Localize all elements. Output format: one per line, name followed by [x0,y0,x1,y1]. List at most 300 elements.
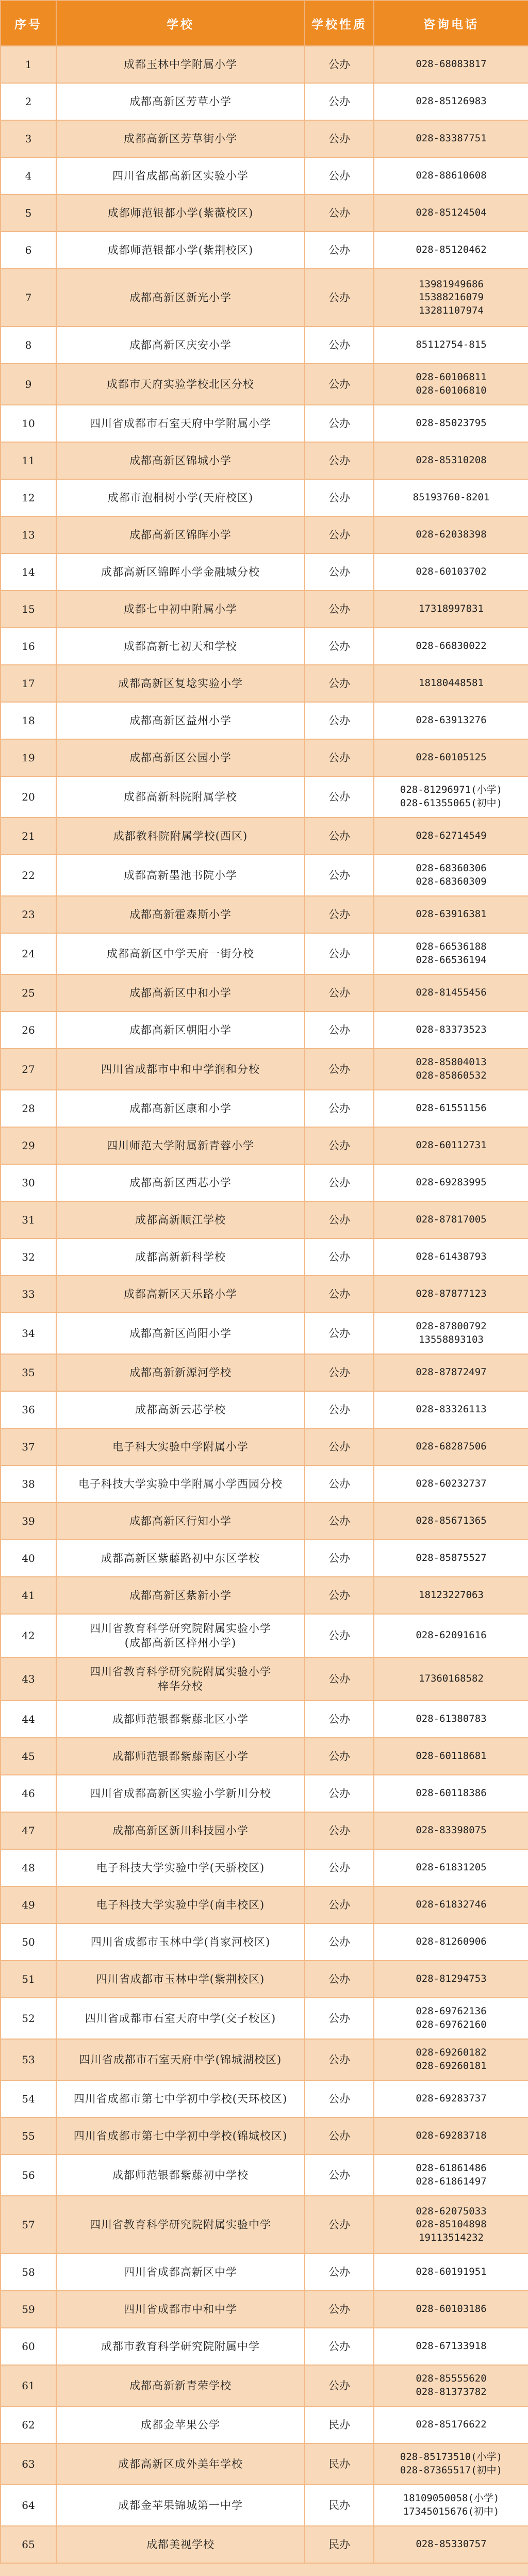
table-row [1,1503,528,1540]
school-type-cell: 公办 [305,1812,374,1849]
phone-cell: 028-60118386 [374,1775,528,1812]
row-number-cell: 8 [1,327,56,364]
table-row [1,1849,528,1886]
school-name-cell: 成都教科院附属学校(西区) [56,818,305,855]
table-row [1,553,528,591]
school-type-cell: 公办 [305,1849,374,1886]
table-row [1,327,528,364]
school-name-cell: 成都高新区锦晖小学金融城分校 [56,553,305,591]
row-number-cell: 56 [1,2155,56,2196]
table-row [1,2526,528,2563]
header-phone: 咨询电话 [374,1,528,46]
school-name-cell: 成都高新区新川科技园小学 [56,1812,305,1849]
phone-cell: 028-69260182 028-69260181 [374,2039,528,2080]
row-number-cell: 2 [1,83,56,120]
school-type-cell: 公办 [305,1577,374,1614]
phone-cell: 028-85176622 [374,2406,528,2443]
table-row [1,1614,528,1657]
table-row [1,1961,528,1998]
phone-cell: 028-68287506 [374,1428,528,1465]
school-name-cell: 成都高新区新光小学 [56,269,305,327]
school-type-cell: 民办 [305,2526,374,2563]
table-row [1,1657,528,1701]
row-number-cell: 45 [1,1738,56,1775]
school-type-cell: 公办 [305,1313,374,1354]
school-name-cell: 成都高新区紫新小学 [56,1577,305,1614]
table-row [1,120,528,157]
school-name-cell: 成都高新区芳草街小学 [56,120,305,157]
phone-cell: 028-61832746 [374,1886,528,1923]
phone-cell: 18180448581 [374,665,528,702]
row-number-cell: 4 [1,157,56,194]
school-type-cell: 公办 [305,1961,374,1998]
phone-cell: 028-61831205 [374,1849,528,1886]
row-number-cell: 3 [1,120,56,157]
row-number-cell: 50 [1,1923,56,1961]
row-number-cell: 47 [1,1812,56,1849]
table-row [1,855,528,896]
phone-cell: 18123227063 [374,1577,528,1614]
school-type-cell: 民办 [305,2406,374,2443]
school-type-cell: 公办 [305,1391,374,1428]
school-type-cell: 公办 [305,776,374,818]
table-row [1,2155,528,2196]
phone-cell: 028-60106811 028-60106810 [374,364,528,405]
phone-cell: 028-69283995 [374,1164,528,1201]
school-type-cell: 公办 [305,269,374,327]
table-row [1,1812,528,1849]
school-type-cell: 公办 [305,628,374,665]
table-header-row [1,1,528,46]
school-type-cell: 公办 [305,1428,374,1465]
phone-cell: 028-60103186 [374,2291,528,2328]
phone-cell: 17360168582 [374,1657,528,1701]
table-row [1,974,528,1012]
school-type-cell: 公办 [305,896,374,933]
phone-cell: 028-85875527 [374,1540,528,1577]
school-type-cell: 公办 [305,2196,374,2254]
table-row [1,933,528,974]
school-name-cell: 电子科技大学实验中学(南丰校区) [56,1886,305,1923]
table-row [1,1313,528,1354]
school-name-cell: 电子科技大学实验中学(天骄校区) [56,1849,305,1886]
row-number-cell: 15 [1,591,56,628]
school-name-cell: 四川省成都高新区中学 [56,2254,305,2291]
table-row [1,2196,528,2254]
row-number-cell: 46 [1,1775,56,1812]
table-row [1,628,528,665]
phone-cell: 028-87817005 [374,1201,528,1238]
table-row [1,157,528,194]
row-number-cell: 63 [1,2443,56,2485]
row-number-cell: 5 [1,194,56,232]
phone-cell: 028-66830022 [374,628,528,665]
row-number-cell: 16 [1,628,56,665]
school-name-cell: 成都高新区芳草小学 [56,83,305,120]
school-type-cell: 公办 [305,327,374,364]
table-body [1,46,528,2563]
table-row [1,2117,528,2155]
school-name-cell: 成都师范银都小学(紫薇校区) [56,194,305,232]
school-type-cell: 公办 [305,1164,374,1201]
school-name-cell: 成都高新七初天和学校 [56,628,305,665]
row-number-cell: 54 [1,2080,56,2117]
school-type-cell: 民办 [305,2485,374,2526]
table-row [1,2080,528,2117]
row-number-cell: 35 [1,1354,56,1391]
phone-cell: 028-69283718 [374,2117,528,2155]
school-type-cell: 公办 [305,1354,374,1391]
phone-cell: 028-85124504 [374,194,528,232]
phone-cell: 028-68083817 [374,46,528,83]
school-name-cell: 电子科技大学实验中学附属小学西园分校 [56,1465,305,1503]
row-number-cell: 60 [1,2328,56,2365]
phone-cell: 028-85310208 [374,442,528,479]
school-name-cell: 成都七中初中附属小学 [56,591,305,628]
row-number-cell: 36 [1,1391,56,1428]
phone-cell: 028-61861486 028-61861497 [374,2155,528,2196]
school-type-cell: 公办 [305,1775,374,1812]
school-name-cell: 四川省成都市第七中学初中学校(天环校区) [56,2080,305,2117]
school-type-cell: 公办 [305,2291,374,2328]
table-row [1,405,528,442]
table-row [1,479,528,516]
table-row [1,2443,528,2485]
phone-cell: 028-67133918 [374,2328,528,2365]
school-name-cell: 成都高新新源河学校 [56,1354,305,1391]
row-number-cell: 38 [1,1465,56,1503]
row-number-cell: 48 [1,1849,56,1886]
row-number-cell: 30 [1,1164,56,1201]
table-row [1,1465,528,1503]
row-number-cell: 62 [1,2406,56,2443]
phone-cell: 85112754-815 [374,327,528,364]
phone-cell: 028-81296971(小学) 028-61355065(初中) [374,776,528,818]
school-name-cell: 成都高新区紫藤路初中东区学校 [56,1540,305,1577]
header-no: 序号 [1,1,56,46]
row-number-cell: 31 [1,1201,56,1238]
table-row [1,1276,528,1313]
table-row [1,2485,528,2526]
school-name-cell: 四川省成都市玉林中学(紫荆校区) [56,1961,305,1998]
school-name-cell: 成都市教育科学研究院附属中学 [56,2328,305,2365]
school-name-cell: 四川省成都市中和中学 [56,2291,305,2328]
school-name-cell: 四川省教育科学研究院附属实验小学 梓华分校 [56,1657,305,1701]
school-name-cell: 成都师范银都小学(紫荆校区) [56,232,305,269]
phone-cell: 028-85330757 [374,2526,528,2563]
school-name-cell: 成都美视学校 [56,2526,305,2563]
phone-cell: 028-60105125 [374,739,528,776]
phone-cell: 028-68360306 028-68360309 [374,855,528,896]
table-row [1,232,528,269]
phone-cell: 028-62714549 [374,818,528,855]
row-number-cell: 13 [1,516,56,553]
row-number-cell: 52 [1,1998,56,2039]
school-name-cell: 成都高新区中和小学 [56,974,305,1012]
school-type-cell: 公办 [305,232,374,269]
table-row [1,1886,528,1923]
school-type-cell: 公办 [305,855,374,896]
phone-cell: 028-60112731 [374,1127,528,1164]
school-name-cell: 四川省成都高新区实验小学 [56,157,305,194]
school-type-cell: 公办 [305,591,374,628]
phone-cell: 028-63913276 [374,702,528,739]
phone-cell: 028-87877123 [374,1276,528,1313]
table-row [1,1428,528,1465]
school-type-cell: 公办 [305,1503,374,1540]
school-type-cell: 公办 [305,442,374,479]
row-number-cell: 9 [1,364,56,405]
phone-cell: 028-87800792 13558893103 [374,1313,528,1354]
phone-cell: 028-87872497 [374,1354,528,1391]
row-number-cell: 59 [1,2291,56,2328]
school-type-cell: 公办 [305,120,374,157]
table-row [1,2039,528,2080]
school-name-cell: 成都市天府实验学校北区分校 [56,364,305,405]
row-number-cell: 53 [1,2039,56,2080]
table-row [1,1540,528,1577]
school-type-cell: 公办 [305,157,374,194]
phone-cell: 028-85023795 [374,405,528,442]
phone-cell: 028-81455456 [374,974,528,1012]
school-name-cell: 成都师范银都紫藤初中学校 [56,2155,305,2196]
phone-cell: 028-81260906 [374,1923,528,1961]
school-name-cell: 四川省成都市石室天府中学附属小学 [56,405,305,442]
row-number-cell: 34 [1,1313,56,1354]
phone-cell: 028-62075033 028-85104898 19113514232 [374,2196,528,2254]
school-type-cell: 公办 [305,1012,374,1049]
table-row [1,2254,528,2291]
table-row [1,1090,528,1127]
school-name-cell: 成都高新区益州小学 [56,702,305,739]
table-row [1,442,528,479]
school-type-cell: 公办 [305,1465,374,1503]
school-type-cell: 公办 [305,1998,374,2039]
school-name-cell: 四川师范大学附属新青蓉小学 [56,1127,305,1164]
school-name-cell: 成都玉林中学附属小学 [56,46,305,83]
table-row [1,1238,528,1276]
table-row [1,739,528,776]
phone-cell: 028-61551156 [374,1090,528,1127]
school-type-cell: 公办 [305,2039,374,2080]
row-number-cell: 7 [1,269,56,327]
row-number-cell: 20 [1,776,56,818]
school-name-cell: 成都高新新科学校 [56,1238,305,1276]
table-row [1,194,528,232]
school-name-cell: 成都高新区中学天府一街分校 [56,933,305,974]
phone-cell: 028-60232737 [374,1465,528,1503]
table-row [1,1701,528,1738]
row-number-cell: 12 [1,479,56,516]
phone-cell: 028-63916381 [374,896,528,933]
school-type-cell: 公办 [305,364,374,405]
row-number-cell: 44 [1,1701,56,1738]
table-row [1,83,528,120]
table-row [1,516,528,553]
school-type-cell: 公办 [305,702,374,739]
table-row [1,1164,528,1201]
school-type-cell: 公办 [305,1201,374,1238]
school-name-cell: 四川省教育科学研究院附属实验小学 (成都高新区梓州小学) [56,1614,305,1657]
row-number-cell: 6 [1,232,56,269]
phone-cell: 85193760-8201 [374,479,528,516]
school-name-cell: 成都高新云芯学校 [56,1391,305,1428]
school-type-cell: 公办 [305,83,374,120]
phone-cell: 18109050058(小学) 17345015676(初中) [374,2485,528,2526]
school-name-cell: 成都高新区康和小学 [56,1090,305,1127]
school-type-cell: 公办 [305,2365,374,2406]
school-type-cell: 公办 [305,739,374,776]
school-type-cell: 公办 [305,1923,374,1961]
school-name-cell: 成都高新区锦晖小学 [56,516,305,553]
school-name-cell: 四川省成都市玉林中学(肖家河校区) [56,1923,305,1961]
row-number-cell: 65 [1,2526,56,2563]
table-row [1,1577,528,1614]
school-type-cell: 公办 [305,479,374,516]
row-number-cell: 42 [1,1614,56,1657]
row-number-cell: 51 [1,1961,56,1998]
school-type-cell: 公办 [305,1090,374,1127]
school-name-cell: 成都高新区尚阳小学 [56,1313,305,1354]
school-name-cell: 成都金苹果锦城第一中学 [56,2485,305,2526]
school-type-cell: 公办 [305,2254,374,2291]
phone-cell: 028-60118681 [374,1738,528,1775]
school-type-cell: 公办 [305,2080,374,2117]
school-type-cell: 公办 [305,665,374,702]
school-type-cell: 公办 [305,2155,374,2196]
row-number-cell: 43 [1,1657,56,1701]
school-name-cell: 成都高新区西芯小学 [56,1164,305,1201]
row-number-cell: 10 [1,405,56,442]
table-row [1,1012,528,1049]
school-type-cell: 公办 [305,1276,374,1313]
row-number-cell: 55 [1,2117,56,2155]
school-type-cell: 公办 [305,553,374,591]
school-name-cell: 四川省成都高新区实验小学新川分校 [56,1775,305,1812]
school-name-cell: 四川省成都市第七中学初中学校(锦城校区) [56,2117,305,2155]
school-type-cell: 公办 [305,974,374,1012]
table-row [1,2291,528,2328]
phone-cell: 028-61380783 [374,1701,528,1738]
phone-cell: 028-83387751 [374,120,528,157]
phone-cell: 028-62091616 [374,1614,528,1657]
row-number-cell: 49 [1,1886,56,1923]
school-type-cell: 民办 [305,2443,374,2485]
phone-cell: 028-83398075 [374,1812,528,1849]
school-name-cell: 成都师范银都紫藤北区小学 [56,1701,305,1738]
school-type-cell: 公办 [305,46,374,83]
row-number-cell: 18 [1,702,56,739]
row-number-cell: 28 [1,1090,56,1127]
row-number-cell: 26 [1,1012,56,1049]
school-name-cell: 成都高新区朝阳小学 [56,1012,305,1049]
row-number-cell: 57 [1,2196,56,2254]
school-type-cell: 公办 [305,1540,374,1577]
phone-cell: 17318997831 [374,591,528,628]
phone-cell: 028-62038398 [374,516,528,553]
school-name-cell: 成都高新区复埝实验小学 [56,665,305,702]
school-name-cell: 成都高新区天乐路小学 [56,1276,305,1313]
school-type-cell: 公办 [305,1127,374,1164]
school-name-cell: 成都高新新青荣学校 [56,2365,305,2406]
school-name-cell: 成都高新墨池书院小学 [56,855,305,896]
school-name-cell: 成都高新顺江学校 [56,1201,305,1238]
school-name-cell: 成都高新区成外美年学校 [56,2443,305,2485]
row-number-cell: 25 [1,974,56,1012]
table-row [1,1127,528,1164]
school-name-cell: 成都市泡桐树小学(天府校区) [56,479,305,516]
row-number-cell: 11 [1,442,56,479]
table-row [1,46,528,83]
row-number-cell: 58 [1,2254,56,2291]
school-name-cell: 成都高新区公园小学 [56,739,305,776]
phone-cell: 028-60103702 [374,553,528,591]
school-type-cell: 公办 [305,405,374,442]
phone-cell: 028-85173510(小学) 028-87365517(初中) [374,2443,528,2485]
school-name-cell: 成都高新区庆安小学 [56,327,305,364]
school-name-cell: 四川省成都市石室天府中学(锦城湖校区) [56,2039,305,2080]
school-type-cell: 公办 [305,2328,374,2365]
school-type-cell: 公办 [305,818,374,855]
table-row [1,818,528,855]
school-name-cell: 成都高新科院附属学校 [56,776,305,818]
school-name-cell: 成都高新霍森斯小学 [56,896,305,933]
row-number-cell: 24 [1,933,56,974]
row-number-cell: 14 [1,553,56,591]
table-row [1,896,528,933]
school-name-cell: 成都金苹果公学 [56,2406,305,2443]
row-number-cell: 17 [1,665,56,702]
phone-cell: 028-85804013 028-85860532 [374,1049,528,1090]
table-row [1,1049,528,1090]
row-number-cell: 1 [1,46,56,83]
row-number-cell: 19 [1,739,56,776]
phone-cell: 028-85555620 028-81373782 [374,2365,528,2406]
table-row [1,591,528,628]
school-name-cell: 成都高新区锦城小学 [56,442,305,479]
school-name-cell: 四川省成都市中和中学润和分校 [56,1049,305,1090]
school-name-cell: 成都师范银都紫藤南区小学 [56,1738,305,1775]
school-type-cell: 公办 [305,2117,374,2155]
row-number-cell: 39 [1,1503,56,1540]
table-row [1,1998,528,2039]
table-row [1,702,528,739]
row-number-cell: 40 [1,1540,56,1577]
school-type-cell: 公办 [305,516,374,553]
school-name-cell: 四川省成都市石室天府中学(交子校区) [56,1998,305,2039]
header-school: 学校 [56,1,305,46]
table-row [1,364,528,405]
row-number-cell: 22 [1,855,56,896]
table-row [1,269,528,327]
school-type-cell: 公办 [305,1238,374,1276]
row-number-cell: 23 [1,896,56,933]
row-number-cell: 29 [1,1127,56,1164]
row-number-cell: 64 [1,2485,56,2526]
phone-cell: 028-81294753 [374,1961,528,1998]
row-number-cell: 33 [1,1276,56,1313]
table-row [1,1738,528,1775]
phone-cell: 028-61438793 [374,1238,528,1276]
table-row [1,1775,528,1812]
row-number-cell: 37 [1,1428,56,1465]
school-type-cell: 公办 [305,194,374,232]
table-row [1,1391,528,1428]
row-number-cell: 21 [1,818,56,855]
table-row [1,2328,528,2365]
phone-cell: 028-85126983 [374,83,528,120]
table-row [1,1923,528,1961]
